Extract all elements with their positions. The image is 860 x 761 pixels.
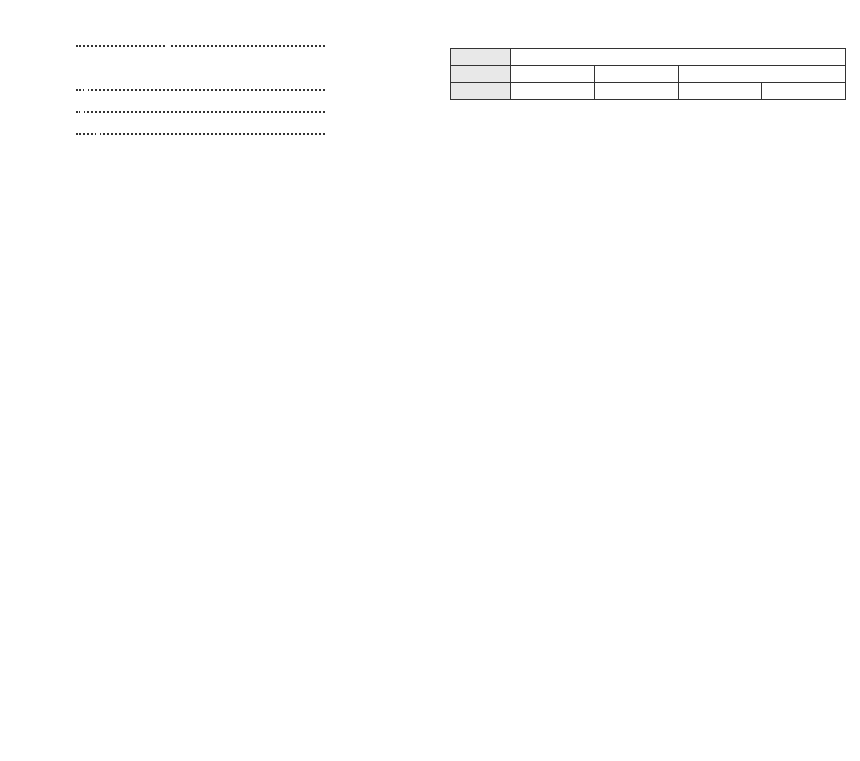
choir-row: [16, 122, 407, 144]
duty-row: [451, 66, 846, 83]
order-value: [166, 37, 170, 52]
duty-cell: [511, 66, 595, 83]
order-row: [16, 34, 407, 56]
order-row: [16, 78, 407, 100]
duty-header: [451, 83, 511, 100]
service-box: [450, 48, 846, 100]
duty-cell: [678, 66, 846, 83]
order-of-worship: [16, 34, 407, 144]
bulletin-page-right: [440, 0, 860, 761]
duty-cell: [594, 83, 678, 100]
choir-row: [16, 100, 407, 122]
duty-cell: [594, 66, 678, 83]
duty-cell: [678, 83, 762, 100]
duty-row: [451, 83, 846, 100]
duty-header: [451, 49, 511, 66]
duty-cell: [762, 83, 846, 100]
duty-table: [450, 48, 846, 100]
duty-row: [451, 49, 846, 66]
choir-song-1: [80, 103, 84, 118]
duty-cell: [511, 49, 846, 66]
duty-header: [451, 66, 511, 83]
choir-song-2: [96, 125, 100, 140]
order-value: [84, 81, 88, 96]
bulletin-page-left: [0, 0, 425, 761]
duty-cell: [511, 83, 595, 100]
prayer-row: [16, 56, 407, 78]
